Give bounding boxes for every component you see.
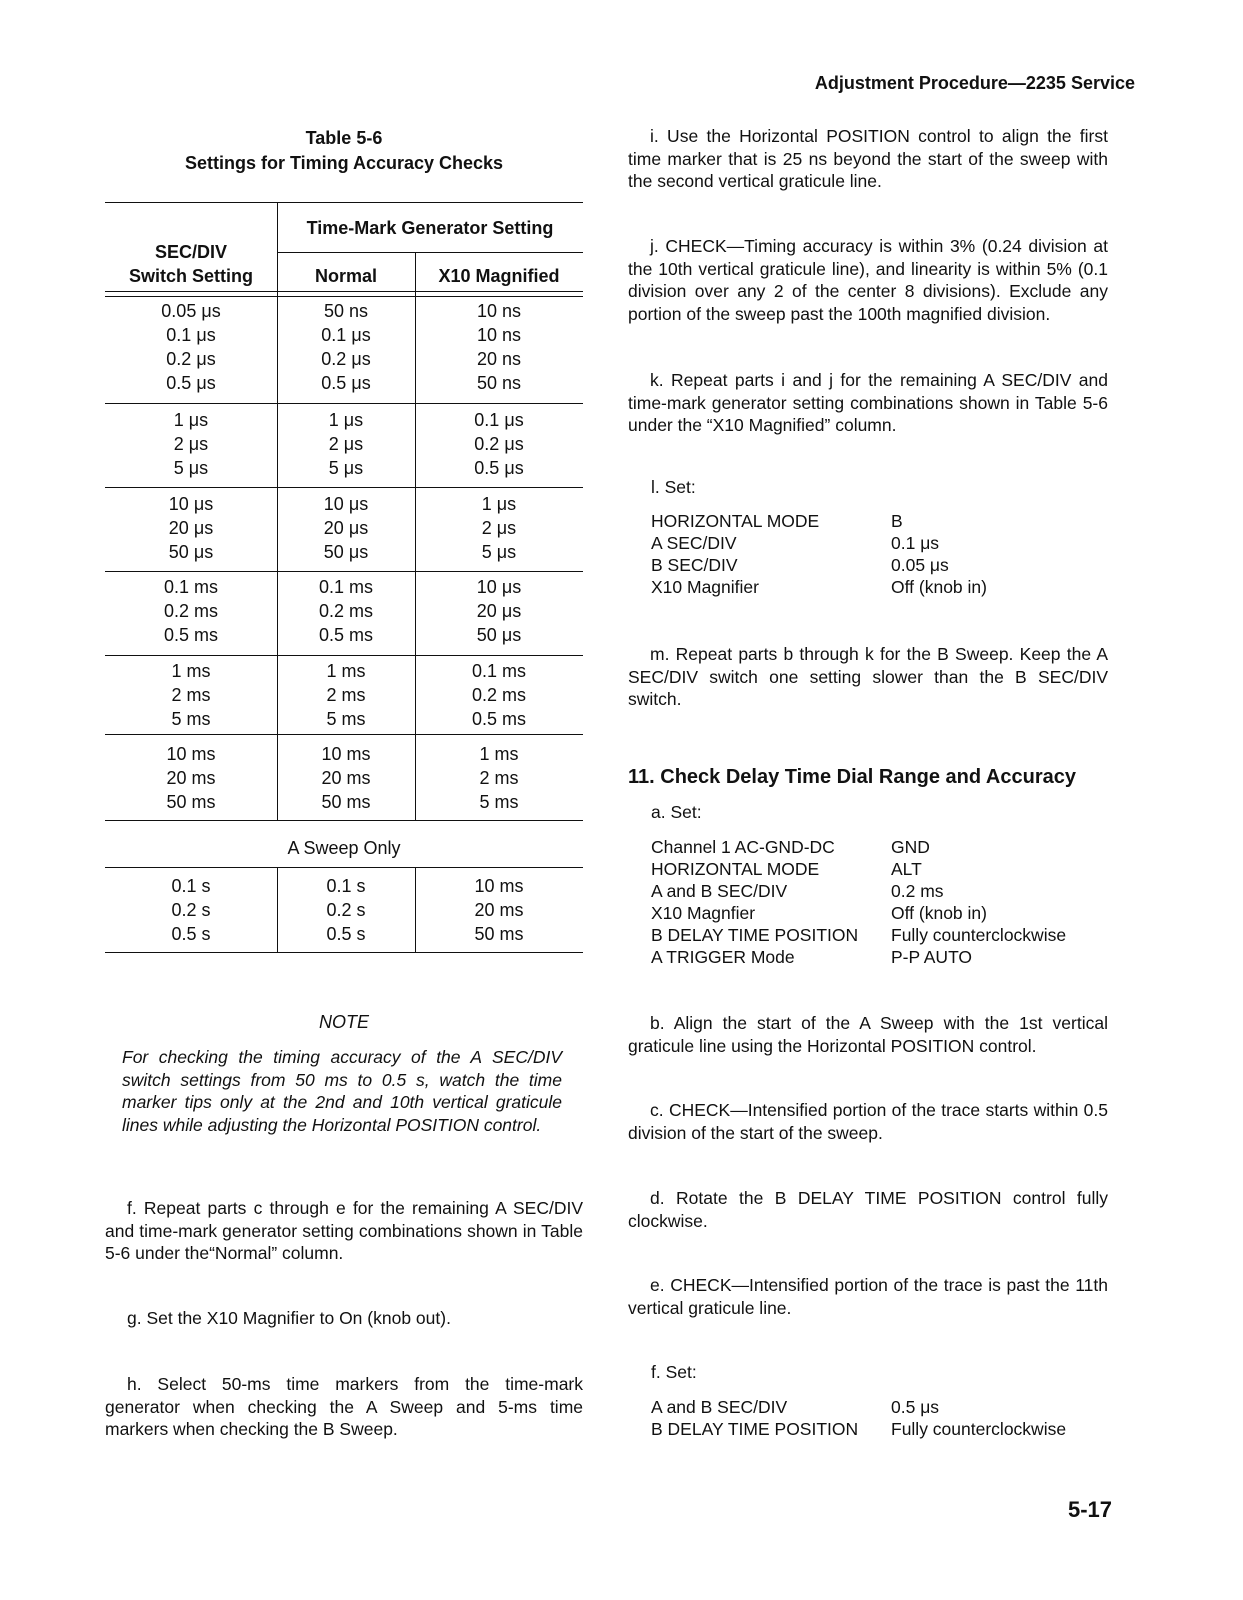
setting-key: B SEC/DIV: [651, 555, 738, 575]
table-cell: 10 ms: [321, 744, 371, 764]
table-cell: 0.5 ms: [318, 625, 374, 645]
table-cell: 0.1 μs: [166, 325, 216, 345]
setting-value: P-P AUTO: [891, 947, 973, 967]
table-cell: 0.1 ms: [318, 577, 374, 597]
table-number: Table 5-6: [305, 128, 383, 148]
col1-header-line2: Switch Setting: [128, 266, 253, 286]
step-c: c. CHECK—Intensified portion of the trace starts within 0.5 division of the start of the sweep.: [628, 1100, 1108, 1143]
col1-header-line1: SEC/DIV: [154, 242, 228, 262]
setting-value: 0.05 μs: [891, 555, 949, 575]
table-cell: 5 μs: [173, 458, 209, 478]
table-cell: 2 μs: [173, 434, 209, 454]
table-cell: 0.2 ms: [163, 601, 219, 621]
table-cell: 1 μs: [481, 494, 517, 514]
table-cell: 0.5 ms: [471, 709, 527, 729]
table-cell: 0.2 ms: [318, 601, 374, 621]
section-11-heading: 11. Check Delay Time Dial Range and Accuracy: [628, 766, 1076, 788]
table-cell: 10 ns: [476, 301, 522, 321]
note-title: NOTE: [318, 1012, 369, 1032]
table-cell: 50 ms: [321, 792, 371, 812]
setting-key: HORIZONTAL MODE: [651, 859, 820, 879]
step-k: k. Repeat parts i and j for the remaining A SEC/DIV and time-mark generator setting combinations shown in Table 5-6 under the “X10 Magnified” column.: [628, 370, 1108, 435]
setting-value: Fully counterclockwise: [891, 1419, 1067, 1439]
step-l-settings: [651, 510, 1111, 598]
table-cell: 50 ms: [166, 792, 216, 812]
table-cell: 0.2 s: [326, 900, 366, 920]
table-cell: 50 μs: [476, 625, 522, 645]
step-m: m. Repeat parts b through k for the B Sweep. Keep the A SEC/DIV switch one setting slower than the B SEC/DIV switch.: [628, 644, 1108, 709]
group-header: Time-Mark Generator Setting: [306, 218, 554, 238]
table-cell: 1 μs: [328, 410, 364, 430]
table-cell: 0.2 μs: [166, 349, 216, 369]
table-cell: 5 μs: [481, 542, 517, 562]
table-cell: 2 ms: [326, 685, 366, 705]
table-cell: 5 ms: [326, 709, 366, 729]
table-cell: 10 ms: [474, 876, 524, 896]
table-cell: 50 ns: [323, 301, 369, 321]
setting-value: GND: [891, 837, 930, 857]
setting-key: A and B SEC/DIV: [651, 1397, 788, 1417]
table-cell: 0.1 ms: [471, 661, 527, 681]
table-cell: 20 μs: [323, 518, 369, 538]
col2-header: Normal: [314, 266, 377, 286]
table-cell: 0.05 μs: [161, 301, 221, 321]
setting-value: 0.2 ms: [891, 881, 944, 901]
setting-value: Off (knob in): [891, 903, 987, 923]
table-cell: 0.5 μs: [166, 373, 216, 393]
table-cell: 0.2 s: [171, 900, 211, 920]
table-cell: 1 ms: [479, 744, 519, 764]
table-cell: 0.1 s: [171, 876, 211, 896]
step-a-settings: [651, 836, 1111, 968]
table-cell: 0.1 μs: [321, 325, 371, 345]
step-j: j. CHECK—Timing accuracy is within 3% (0.24 division at the 10th vertical graticule line), and linearity is within 5% (0.1 division over any 2 of the center 8 divisions). Exclude any portion of the sweep past the 100th magnified division.: [628, 236, 1108, 324]
setting-value: B: [891, 511, 903, 531]
table-cell: 0.5 μs: [321, 373, 371, 393]
table-cell: 0.5 s: [326, 924, 366, 944]
table-cell: 20 μs: [476, 601, 522, 621]
setting-value: Off (knob in): [891, 577, 987, 597]
table-cell: 20 ms: [321, 768, 371, 788]
table-cell: 0.2 ms: [471, 685, 527, 705]
table-cell: 50 ns: [476, 373, 522, 393]
table-cell: 0.5 s: [171, 924, 211, 944]
step-f-settings: [651, 1396, 1111, 1440]
step-g: g. Set the X10 Magnifier to On (knob out).: [127, 1308, 451, 1328]
page-number: 5-17: [1067, 1497, 1112, 1522]
table-cell: 0.5 ms: [163, 625, 219, 645]
step-e: e. CHECK—Intensified portion of the trace is past the 11th vertical graticule line.: [628, 1275, 1108, 1318]
table-cell: 0.2 μs: [321, 349, 371, 369]
step-f-label: f. Set:: [651, 1362, 697, 1382]
table-title: Settings for Timing Accuracy Checks: [184, 153, 504, 173]
table-cell: 10 μs: [323, 494, 369, 514]
step-f: f. Repeat parts c through e for the remaining A SEC/DIV and time-mark generator setting combinations shown in Table 5-6 under the“Normal” column.: [105, 1198, 583, 1263]
table-cell: 2 μs: [328, 434, 364, 454]
setting-value: 0.1 μs: [891, 533, 940, 553]
table-cell: 20 ms: [474, 900, 524, 920]
table-cell: 5 ms: [479, 792, 519, 812]
setting-value: ALT: [891, 859, 922, 879]
step-d: d. Rotate the B DELAY TIME POSITION control fully clockwise.: [628, 1188, 1108, 1231]
table-cell: 1 μs: [173, 410, 209, 430]
setting-key: A and B SEC/DIV: [651, 881, 788, 901]
table-cell: 0.1 μs: [474, 410, 524, 430]
step-i: i. Use the Horizontal POSITION control to align the first time marker that is 25 ns beyond the start of the sweep with the second vertical graticule line.: [628, 126, 1108, 191]
setting-key: X10 Magnfier: [651, 903, 756, 923]
table-cell: 20 μs: [168, 518, 214, 538]
setting-key: HORIZONTAL MODE: [651, 511, 820, 531]
setting-value: Fully counterclockwise: [891, 925, 1067, 945]
table-cell: 0.1 ms: [163, 577, 219, 597]
table-cell: 5 ms: [171, 709, 211, 729]
table-cell: 0.2 μs: [474, 434, 524, 454]
table-cell: 1 ms: [171, 661, 211, 681]
table-caption: [105, 126, 583, 176]
table-cell: 50 ms: [474, 924, 524, 944]
table-cell: 0.1 s: [326, 876, 366, 896]
table-cell: 2 ms: [479, 768, 519, 788]
table-cell: 10 ns: [476, 325, 522, 345]
table-cell: 2 ms: [171, 685, 211, 705]
setting-key: Channel 1 AC-GND-DC: [651, 837, 835, 857]
table-cell: 1 ms: [326, 661, 366, 681]
step-b: b. Align the start of the A Sweep with the 1st vertical graticule line using the Horizontal POSITION control.: [628, 1013, 1108, 1056]
table-cell: 50 μs: [323, 542, 369, 562]
running-header: Adjustment Procedure—2235 Service: [814, 73, 1135, 93]
setting-key: A SEC/DIV: [651, 533, 737, 553]
table-cell: 10 μs: [476, 577, 522, 597]
setting-key: A TRIGGER Mode: [651, 947, 795, 967]
step-l-label: l. Set:: [651, 477, 696, 497]
table-cell: 20 ms: [166, 768, 216, 788]
setting-value: 0.5 μs: [891, 1397, 940, 1417]
table-cell: 0.5 μs: [474, 458, 524, 478]
sweep-only-label: A Sweep Only: [287, 838, 401, 858]
table-cell: 10 ms: [166, 744, 216, 764]
table-cell: 10 μs: [168, 494, 214, 514]
table-cell: 50 μs: [168, 542, 214, 562]
table-cell: 2 μs: [481, 518, 517, 538]
step-a-label: a. Set:: [651, 802, 702, 822]
note-body: For checking the timing accuracy of the A SEC/DIV switch settings from 50 ms to 0.5 s, watch the time marker tips only at the 2nd and 10th vertical graticule lines while adjusting the Horizontal POSITION control.: [122, 1047, 562, 1135]
setting-key: X10 Magnifier: [651, 577, 759, 597]
setting-key: B DELAY TIME POSITION: [651, 1419, 859, 1439]
setting-key: B DELAY TIME POSITION: [651, 925, 859, 945]
table-cell: 20 ns: [476, 349, 522, 369]
step-h: h. Select 50-ms time markers from the time-mark generator when checking the A Sweep and 5-ms time markers when checking the B Sweep.: [105, 1374, 583, 1439]
table-cell: 5 μs: [328, 458, 364, 478]
col3-header: X10 Magnified: [438, 266, 560, 286]
timing-settings-table: [105, 202, 583, 954]
